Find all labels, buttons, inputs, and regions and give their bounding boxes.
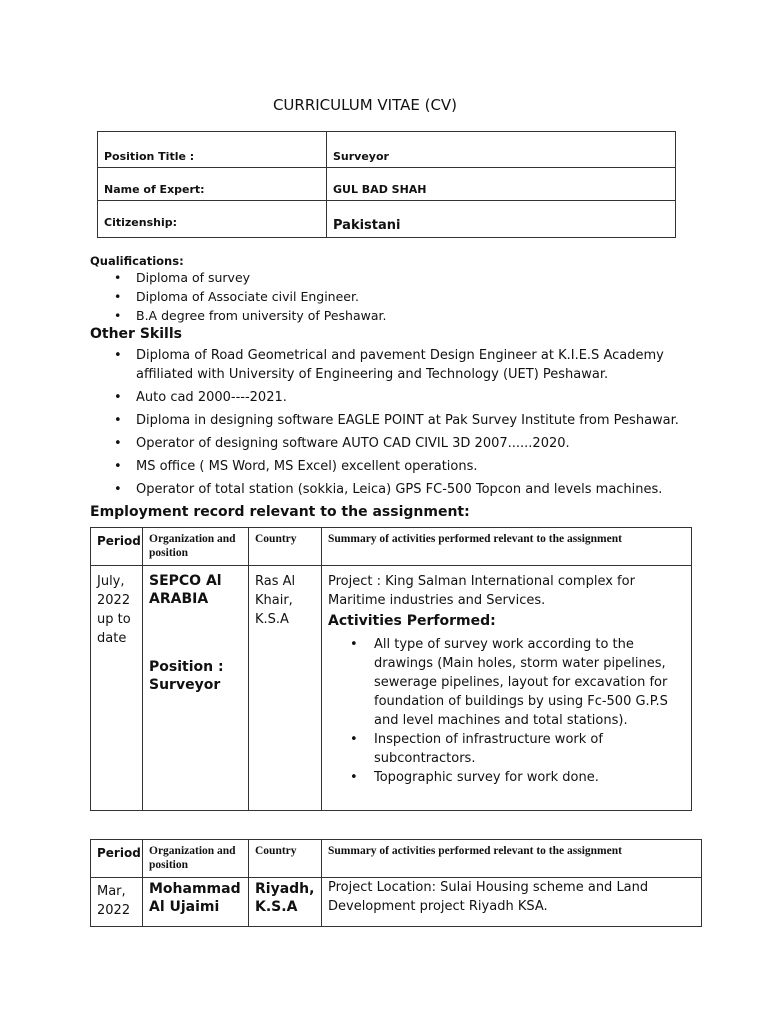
- activities-heading: Activities Performed:: [328, 613, 496, 629]
- summary-cell: Project Location: Sulai Housing scheme and Land Development project Riyadh KSA.: [322, 878, 702, 927]
- info-row: [98, 168, 676, 201]
- info-row: [98, 201, 676, 238]
- period-cell: Mar, 2022: [91, 878, 143, 927]
- period-cell: July, 2022 up to date: [91, 566, 143, 811]
- table-row: [91, 878, 702, 927]
- list-item: • Auto cad 2000----2021.: [90, 388, 690, 407]
- employment-table: [90, 527, 692, 811]
- other-skills-section: [90, 325, 690, 503]
- organization-cell: [143, 878, 249, 927]
- table-header-row: [91, 528, 692, 566]
- column-header-period: Period: [91, 840, 143, 878]
- other-skills-heading: Other Skills: [90, 326, 182, 342]
- employment-table-2: [90, 839, 702, 927]
- column-header-country: Country: [249, 528, 322, 566]
- column-header-summary: Summary of activities performed relevant to the assignment: [322, 528, 692, 566]
- country-text: Riyadh, K.S.A: [255, 881, 315, 915]
- info-value: Surveyor: [327, 132, 676, 168]
- column-header-country: Country: [249, 840, 322, 878]
- other-skills-list: [90, 346, 690, 499]
- list-item: • MS office ( MS Word, MS Excel) excellent operations.: [90, 457, 690, 476]
- column-header-organization: Organization and position: [143, 840, 249, 878]
- qualifications-heading: Qualifications:: [90, 254, 184, 268]
- table-header-row: [91, 840, 702, 878]
- list-item: • All type of survey work according to the drawings (Main holes, storm water pipelines, sewerage pipelines, layout for excavation for foundation of buildings by using Fc-500 G.P.S and level machines and total stations).: [328, 635, 685, 730]
- list-item: • Inspection of infrastructure work of subcontractors.: [328, 730, 685, 768]
- organization-name: Mohammad Al Ujaimi: [149, 881, 241, 915]
- table-row: [91, 566, 692, 811]
- list-item: • Operator of total station (sokkia, Leica) GPS FC-500 Topcon and levels machines.: [90, 480, 690, 499]
- column-header-period: Period: [91, 528, 143, 566]
- employment-heading: Employment record relevant to the assignment:: [90, 504, 470, 520]
- info-value: Pakistani: [327, 201, 676, 238]
- list-item: • Diploma of Associate civil Engineer.: [90, 287, 386, 306]
- info-label: Citizenship:: [98, 201, 327, 238]
- info-row: [98, 132, 676, 168]
- organization-name: SEPCO Al ARABIA: [149, 573, 222, 607]
- position-text: Position : Surveyor: [149, 659, 224, 693]
- qualifications-section: [90, 254, 386, 325]
- list-item: • Operator of designing software AUTO CAD CIVIL 3D 2007......2020.: [90, 434, 690, 453]
- list-item: • Diploma of survey: [90, 268, 386, 287]
- list-item: • B.A degree from university of Peshawar.: [90, 306, 386, 325]
- country-cell: Ras Al Khair, K.S.A: [249, 566, 322, 811]
- info-label: Position Title :: [98, 132, 327, 168]
- info-label: Name of Expert:: [98, 168, 327, 201]
- document-title: CURRICULUM VITAE (CV): [272, 96, 458, 114]
- column-header-organization: Organization and position: [143, 528, 249, 566]
- summary-cell: [322, 566, 692, 811]
- organization-cell: [143, 566, 249, 811]
- country-cell: [249, 878, 322, 927]
- list-item: • Topographic survey for work done.: [328, 768, 685, 787]
- activities-list: [328, 635, 685, 787]
- qualifications-list: [90, 268, 386, 325]
- info-value: GUL BAD SHAH: [327, 168, 676, 201]
- list-item: • Diploma in designing software EAGLE POINT at Pak Survey Institute from Peshawar.: [90, 411, 690, 430]
- list-item: • Diploma of Road Geometrical and pavement Design Engineer at K.I.E.S Academy affiliated with University of Engineering and Technology (UET) Peshawar.: [90, 346, 690, 384]
- column-header-summary: Summary of activities performed relevant to the assignment: [322, 840, 702, 878]
- expert-info-table: [97, 131, 676, 238]
- project-text: Project : King Salman International complex for Maritime industries and Services.: [328, 574, 635, 608]
